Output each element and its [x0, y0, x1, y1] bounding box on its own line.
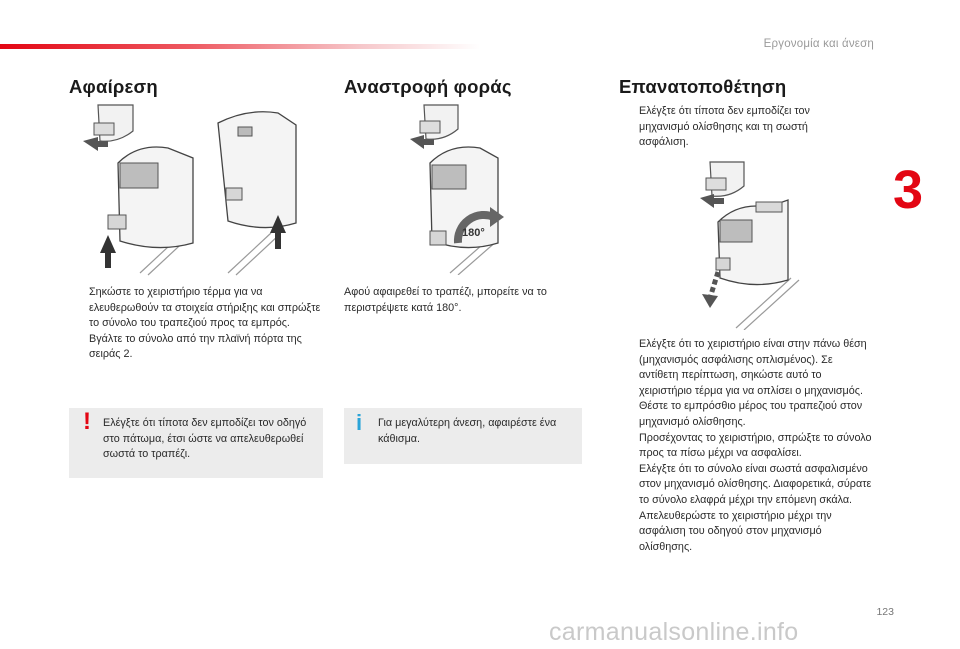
warning-icon: !: [83, 408, 91, 435]
watermark: carmanualsonline.info: [549, 618, 799, 646]
lift-arrow-icon: [100, 235, 116, 268]
section-title: Εργονομία και άνεση: [763, 38, 874, 50]
warning-text: Ελέγξτε ότι τίποτα δεν εμποδίζει τον οδηγό στο πάτωμα, έτσι ώστε να απελευθερωθεί σωστά το τραπέζι.: [103, 417, 307, 461]
list-item: Ελέγξτε ότι το χειριστήριο είναι στην πάνω θέση (μηχανισμός ασφάλισης οπλισμένος). Σε αντίθετη περίπτωση, σηκώστε αυτό το χειριστήριο τέρμα για να οπλίσει ο μηχανισμός.: [639, 338, 867, 397]
list-item: Βγάλτε το σύνολο από την πλαϊνή πόρτα της σειράς 2.: [89, 332, 302, 361]
down-arrow-icon: [702, 272, 718, 308]
refit-intro: [619, 104, 859, 151]
reverse-illustration: [410, 103, 510, 275]
list-item: Προσέχοντας το χειριστήριο, σπρώξτε το σύνολο προς τα πίσω μέχρι να ασφαλίσει.: [639, 431, 872, 460]
removal-steps: [69, 285, 327, 363]
list-item: Ελέγξτε ότι το σύνολο είναι σωστά ασφαλισμένο στον μηχανισμό ολίσθησης. Διαφορετικά, σύρατε το σύνολο ελαφρά μέχρι την επόμενη σκάλα.: [639, 462, 872, 506]
rotation-label: 180°: [462, 227, 485, 239]
warning-box: [69, 408, 323, 478]
info-box: [344, 408, 582, 464]
removal-title: Αφαίρεση: [69, 76, 158, 97]
reverse-text: Αφού αφαιρεθεί το τραπέζι, μπορείτε να το περιστρέψετε κατά 180°.: [344, 286, 547, 314]
info-text: Για μεγαλύτερη άνεση, αφαιρέστε ένα κάθισμα.: [378, 417, 557, 445]
list-item: Απελευθερώστε το χειριστήριο μέχρι την ασφάλιση του οδηγού στον μηχανισμό ολίσθησης.: [639, 509, 832, 553]
refit-title: Επανατοποθέτηση: [619, 76, 787, 97]
list-item: Θέστε το εμπρόσθιο μέρος του τραπεζιού στον μηχανισμό ολίσθησης.: [639, 400, 863, 428]
chapter-number: 3: [893, 160, 924, 220]
header-accent-bar: [0, 44, 480, 49]
page-number: 123: [876, 606, 894, 618]
refit-steps: [619, 337, 875, 555]
info-icon: i: [356, 410, 363, 435]
reverse-title: Αναστροφή φοράς: [344, 76, 512, 97]
removal-illustration: [78, 103, 323, 278]
refit-illustration: [696, 160, 816, 330]
list-item: Σηκώστε το χειριστήριο τέρμα για να ελευθερωθούν τα στοιχεία στήριξης και σπρώξτε το σύνολο του τραπεζιού προς τα εμπρός.: [89, 286, 321, 330]
list-item: Ελέγξτε ότι τίποτα δεν εμποδίζει τον μηχανισμό ολίσθησης και τη σωστή ασφάλιση.: [639, 105, 810, 149]
